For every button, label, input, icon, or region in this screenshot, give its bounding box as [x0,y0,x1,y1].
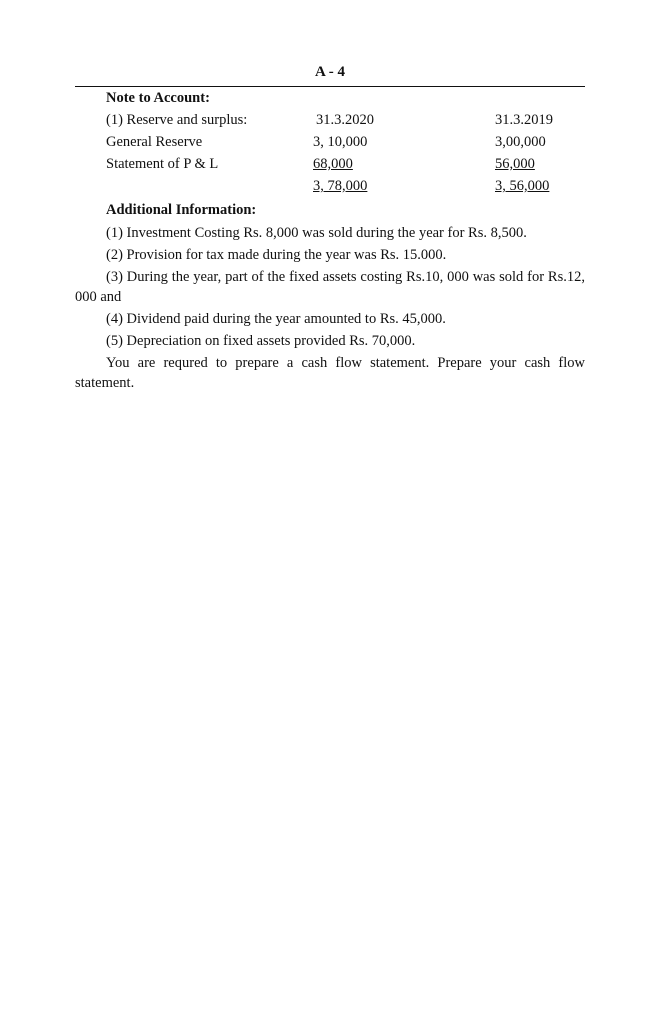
col-2019: 31.3.2019 [495,112,553,128]
page-label: A - 4 [315,64,345,80]
info-item: (2) Provision for tax made during the year was Rs. 15.000. [106,247,447,263]
table-row [106,133,586,151]
info-item: (5) Depreciation on fixed assets provided Rs. 70,000. [106,333,416,349]
table-row [106,111,586,129]
total-2020: 3, 78,000 [313,178,368,194]
instruction: You are requred to prepare a cash flow statement. Prepare your cash flow statement. [75,355,585,391]
table-row [106,155,586,173]
total-2019: 3, 56,000 [495,178,550,194]
info-item: (1) Investment Costing Rs. 8,000 was sold during the year for Rs. 8,500. [106,225,527,241]
header-rule [75,86,585,87]
col-2020: 31.3.2020 [316,112,374,128]
row-label: (1) Reserve and surplus: [106,112,248,128]
col-2019: 3,00,000 [495,134,546,150]
col-2019: 56,000 [495,156,535,172]
col-2020: 68,000 [313,156,353,172]
note-heading: Note to Account: [106,90,210,106]
info-item: (4) Dividend paid during the year amounted to Rs. 45,000. [106,311,446,327]
info-item: (3) During the year, part of the fixed assets costing Rs.10, 000 was sold for Rs.12, 000 and [75,269,585,305]
additional-heading: Additional Information: [106,202,257,218]
row-label: Statement of P & L [106,156,219,172]
row-label: General Reserve [106,134,203,150]
col-2020: 3, 10,000 [313,134,368,150]
